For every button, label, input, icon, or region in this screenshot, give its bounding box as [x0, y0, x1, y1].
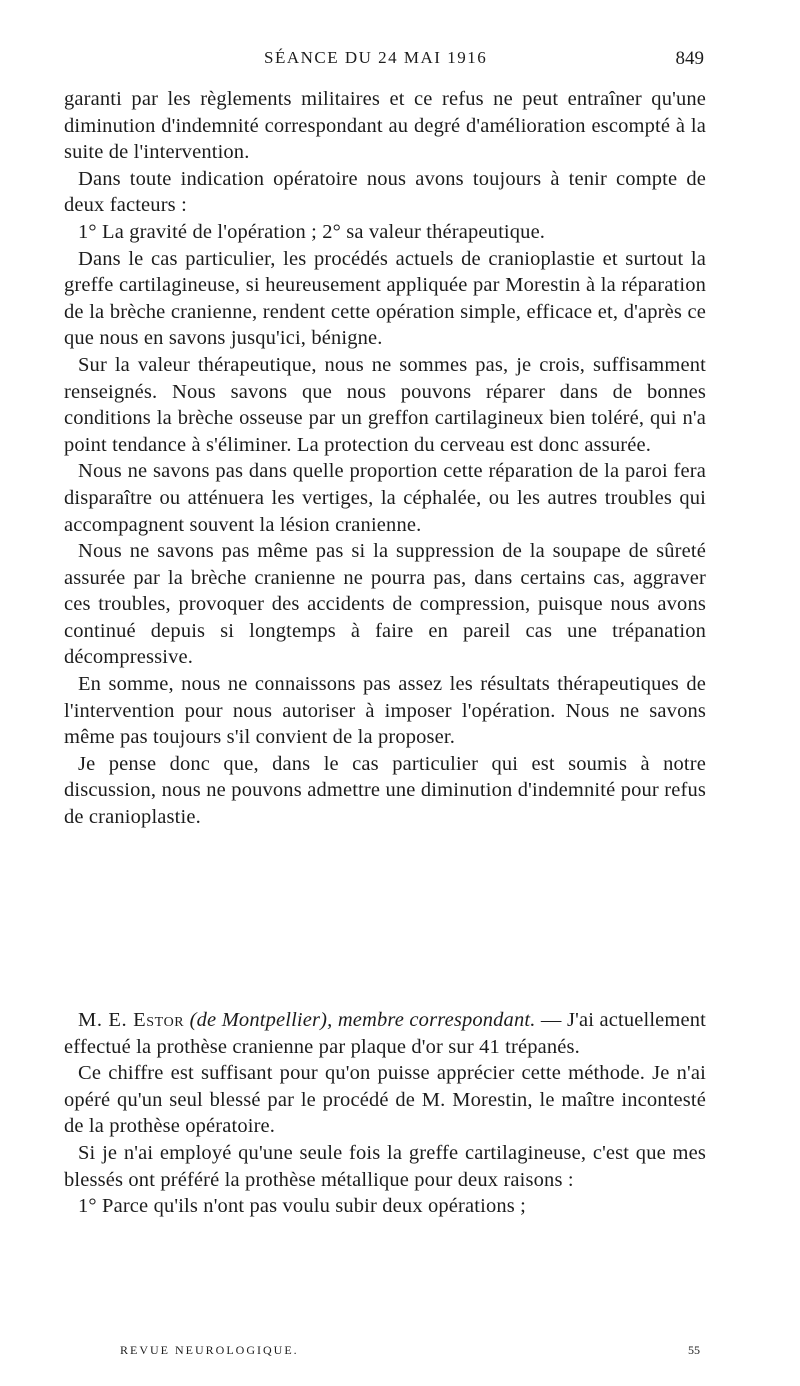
- speaker-affiliation: (de Montpellier), membre correspondant.: [189, 1009, 536, 1031]
- paragraph: 1° La gravité de l'opération ; 2° sa valeur thérapeutique.: [78, 220, 546, 243]
- running-header: [64, 48, 706, 74]
- paragraph: 1° Parce qu'ils n'ont pas voulu subir deux opérations ;: [78, 1195, 527, 1218]
- page-number: 849: [675, 48, 704, 69]
- speaker-paragraph: [64, 1007, 706, 1060]
- paragraph-text: — J'ai actuellement effectué la prothèse cranienne par plaque d'or sur 41 trépanés.: [64, 1009, 706, 1058]
- page-footer: [64, 1343, 706, 1363]
- paragraph: Sur la valeur thérapeutique, nous ne sommes pas, je crois, suffisamment renseignés. Nous savons que nous pouvons réparer dans de bonnes conditions la brèche osseuse par un greffon cartilagineux bien toléré, qui n'a point tendance à s'éliminer. La protection du cerveau est donc assurée.: [64, 353, 706, 456]
- paragraph: Nous ne savons pas même pas si la suppression de la soupape de sûreté assurée par la brèche cranienne ne pourra pas, dans certains cas, aggraver ces troubles, provoquer des accidents de compression, puisque nous avons continué depuis si longtemps à faire en pareil cas une trépanation décompressive.: [64, 540, 706, 669]
- paragraph: Si je n'ai employé qu'une seule fois la greffe cartilagineuse, c'est que mes blessés ont préféré la prothèse métallique pour deux raisons :: [64, 1141, 706, 1191]
- paragraph: Dans le cas particulier, les procédés actuels de cranioplastie et surtout la greffe cartilagineuse, si heureusement appliquée par Morestin à la réparation de la brèche cranienne, rendent cette opération simple, efficace et, d'après ce que nous en savons jusqu'ici, bénigne.: [64, 247, 706, 350]
- document-page: [64, 0, 706, 1386]
- signature-mark: 55: [688, 1343, 700, 1357]
- paragraph: Nous ne savons pas dans quelle proportion cette réparation de la paroi fera disparaître ou atténuera les vertiges, la céphalée, ou les autres troubles qui accompagnent souvent la lésion cranienne.: [64, 460, 706, 536]
- paragraph: En somme, nous ne connaissons pas assez les résultats thérapeutiques de l'intervention pour nous autoriser à imposer l'opération. Nous ne savons même pas toujours s'il convient de la proposer.: [64, 673, 706, 749]
- paragraph: Je pense donc que, dans le cas particulier qui est soumis à notre discussion, nous ne pouvons admettre une diminution d'indemnité pour refus de cranioplastie.: [64, 752, 706, 829]
- speaker-name: M. E. Estor: [78, 1009, 185, 1031]
- header-title: SÉANCE DU 24 MAI 1916: [264, 48, 488, 67]
- paragraph: garanti par les règlements militaires et ce refus ne peut entraîner qu'une diminution d'indemnité correspondant au degré d'amélioration escompté à la suite de l'intervention.: [64, 88, 706, 164]
- paragraph: Ce chiffre est suffisant pour qu'on puisse apprécier cette méthode. Je n'ai opéré qu'un seul blessé par le procédé de M. Morestin, le maître incontesté de la prothèse opératoire.: [64, 1062, 706, 1138]
- paragraph: Dans toute indication opératoire nous avons toujours à tenir compte de deux facteurs :: [64, 167, 706, 217]
- journal-name: REVUE NEUROLOGIQUE.: [120, 1343, 299, 1357]
- body-text-section-1: [64, 86, 706, 831]
- body-text-section-2: [64, 1007, 706, 1220]
